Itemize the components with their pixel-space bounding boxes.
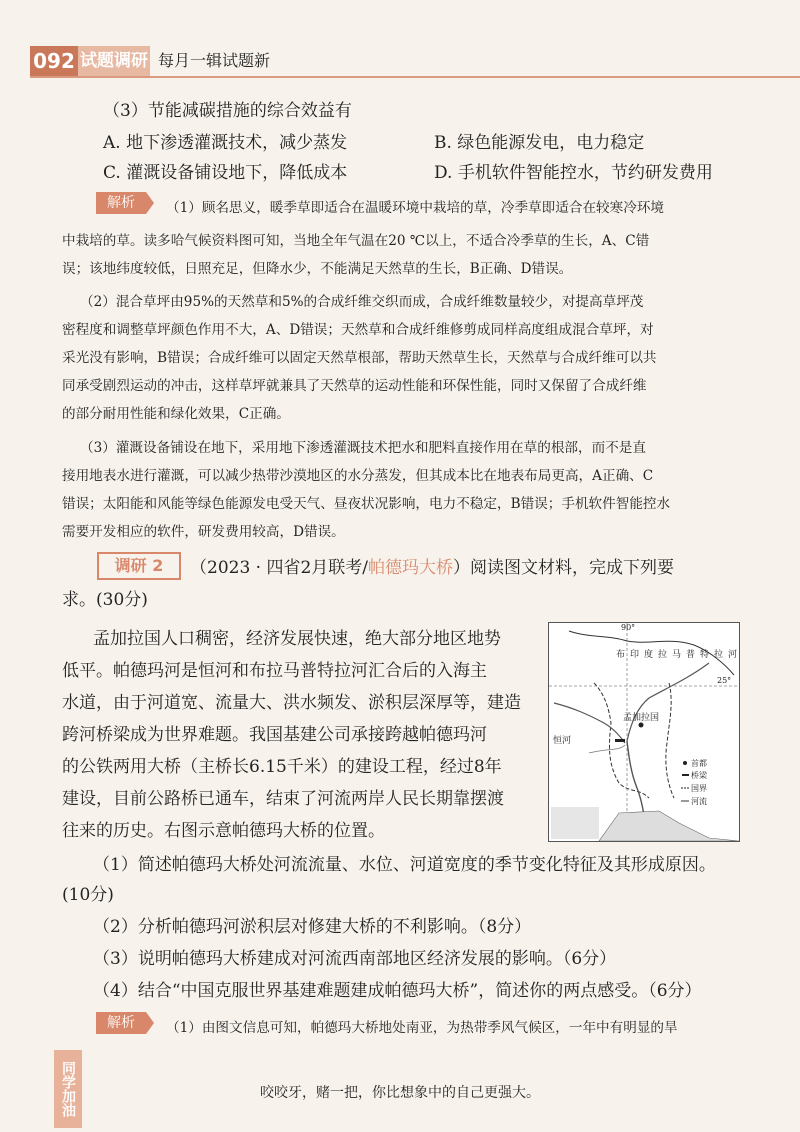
research-source: （2023 · 四省2月联考/帕德玛大桥）阅读图文材料，完成下列要 (190, 558, 675, 578)
analysis-line: 中栽培的草。读多哈气候资料图可知，当地全年气温在20 ℃以上，不适合冷季草的生长，A、C错 (62, 233, 650, 249)
region-label: 拉 (714, 650, 724, 660)
material-line: 低平。帕德玛河是恒河和布拉马普特拉河汇合后的入海主 (62, 661, 487, 681)
lon-label: 90° (621, 623, 636, 632)
header-slogan: 每月一辑试题新 (158, 51, 271, 70)
region-label: 马 (672, 650, 682, 660)
analysis-line: 采光没有影响，B错误；合成纤维可以固定天然草根部，帮助天然草生长，天然草与合成纤维可以共 (62, 350, 657, 366)
analysis-line: 的部分耐用性能和绿化效果，C正确。 (62, 406, 290, 422)
header-rule (30, 76, 800, 78)
region-label: 特 (700, 650, 710, 660)
region-label: 普 (686, 650, 696, 660)
material-line: 建设，目前公路桥已通车，结束了河流两岸人民长期靠摆渡 (62, 789, 504, 809)
analysis-tag: 解析 (96, 192, 146, 214)
region-label: 河 (728, 650, 738, 660)
analysis-line: （2）混合草坪由95%的天然草和5%的合成纤维交织而成，合成纤维数量较少，对提高草坪茂 (80, 294, 644, 310)
region-label: 拉 (658, 650, 668, 660)
legend-capital: 首都 (691, 759, 707, 768)
bridge-marker (615, 739, 625, 742)
question-line: （2）分析帕德玛河淤积层对修建大桥的不利影响。（8分） (93, 917, 532, 937)
page-number-badge: 092 (30, 46, 78, 76)
question-line: （1）简述帕德玛大桥处河流流量、水位、河道宽度的季节变化特征及其形成原因。 (93, 855, 716, 875)
material-line: 水道，由于河道宽、流量大、洪水频发、淤积层深厚等，建造 (62, 693, 521, 713)
bay-area (599, 811, 739, 841)
analysis-line: 同承受剧烈运动的冲击，这样草坪就兼具了天然草的运动性能和环保性能，同时又保留了合成纤维 (62, 378, 647, 394)
analysis-line: （1）由图文信息可知，帕德玛大桥地处南亚，为热带季风气候区，一年中有明显的旱 (166, 1020, 678, 1036)
border-line (666, 683, 674, 798)
material-line: 孟加拉国人口稠密，经济发展快速，绝大部分地区地势 (93, 629, 501, 649)
river-line (627, 663, 709, 741)
lat-label: 25° (717, 676, 732, 685)
analysis-line: 误；该地纬度较低，日照充足，但降水少，不能满足天然草的生长，B正确、D错误。 (62, 261, 573, 277)
region-label: 度 (644, 650, 654, 660)
sidebar-label: 同学加油 (54, 1050, 82, 1128)
footer-motto: 咬咬牙，赌一把，你比想象中的自己更强大。 (260, 1085, 540, 1101)
location-map (548, 622, 740, 842)
analysis-line: （1）顾名思义，暖季草即适合在温暖环境中栽培的草，冷季草即适合在较寒冷环境 (166, 200, 665, 216)
option-b: B. 绿色能源发电，电力稳定 (434, 133, 645, 153)
analysis-line: 错误；太阳能和风能等绿色能源发电受天气、昼夜状况影响，电力不稳定，B错误；手机软件智能控水 (62, 496, 671, 512)
analysis-line: 需要开发相应的软件，研发费用较高，D错误。 (62, 524, 345, 540)
legend-river: 河流 (691, 797, 707, 806)
option-c: C. 灌溉设备铺设地下，降低成本 (103, 163, 348, 183)
question-line: （3）说明帕德玛大桥建成对河流西南部地区经济发展的影响。（6分） (93, 949, 617, 969)
river-name-label: 恒河 (553, 736, 572, 746)
source-topic: 帕德玛大桥 (368, 558, 454, 578)
option-d: D. 手机软件智能控水，节约研发费用 (434, 163, 713, 183)
question-line: (10分) (62, 885, 114, 905)
country-label: 孟加拉国 (623, 713, 660, 723)
legend-border: 国界 (691, 784, 707, 793)
river-line (627, 741, 645, 821)
page-header (0, 46, 800, 76)
analysis-line: 接用地表水进行灌溉，可以减少热带沙漠地区的水分蒸发，但其成本比在地表布局更高，A正确、C (62, 468, 654, 484)
material-line: 往来的历史。右图示意帕德玛大桥的位置。 (62, 821, 385, 841)
region-label: 布 (616, 650, 626, 660)
map-figure (549, 623, 739, 841)
material-line: 跨河桥梁成为世界难题。我国基建公司承接跨越帕德玛河 (62, 725, 487, 745)
section-badge: 试题调研 (78, 46, 150, 76)
option-a: A. 地下渗透灌溉技术，减少蒸发 (103, 133, 348, 153)
analysis-line: 密程度和调整草坪颜色作用不大，A、D错误；天然草和合成纤维修剪成同样高度组成混合草坪，对 (62, 322, 654, 338)
analysis-line: （3）灌溉设备铺设在地下，采用地下渗透灌溉技术把水和肥料直接作用在草的根部，而不是直 (80, 440, 646, 456)
question-line: （4）结合“中国克服世界基建难题建成帕德玛大桥”，简述你的两点感受。（6分） (93, 981, 702, 1001)
region-label: 印 (630, 650, 640, 660)
capital-marker (639, 723, 644, 728)
sea-area (551, 807, 599, 839)
analysis-tag: 解析 (96, 1012, 146, 1034)
research-tag: 调研 2 (97, 552, 181, 580)
question3-stem: （3）节能减碳措施的综合效益有 (103, 101, 352, 121)
research-score: 求。(30分) (62, 590, 148, 610)
river-line (589, 745, 625, 753)
material-line: 的公铁两用大桥（主桥长6.15千米）的建设工程，经过8年 (62, 757, 502, 777)
legend-bridge: 桥梁 (691, 771, 707, 780)
